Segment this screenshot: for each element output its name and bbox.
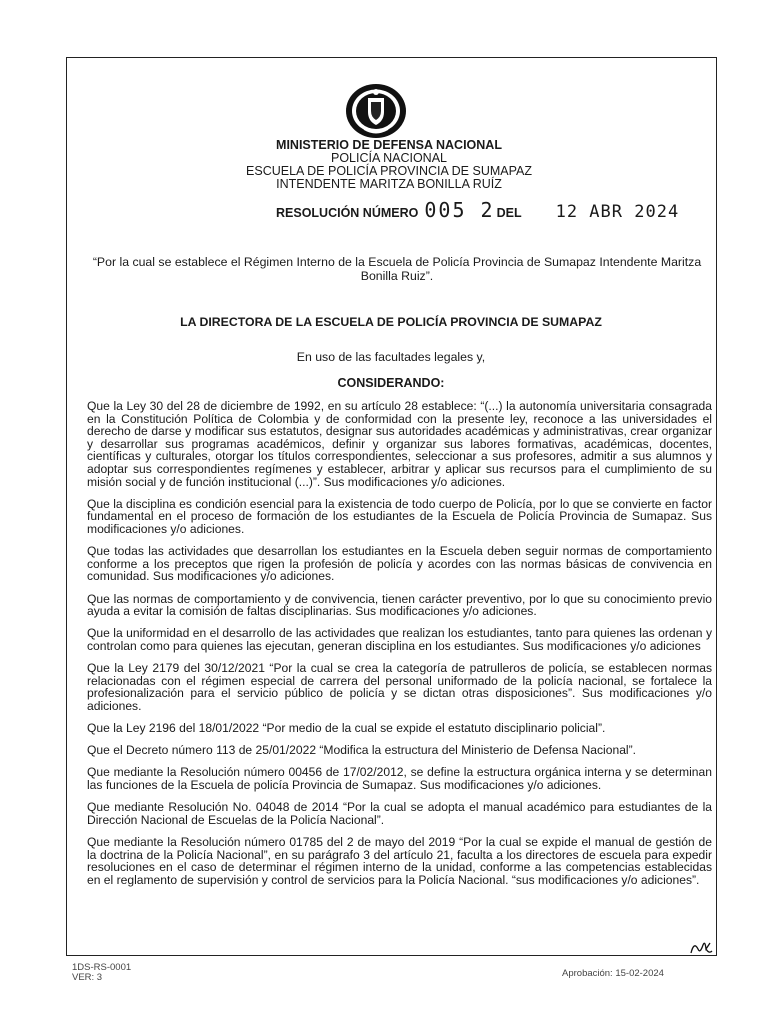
resolution-del: DEL: [496, 206, 522, 220]
considerations-body: [87, 400, 712, 896]
school-name: ESCUELA DE POLICÍA PROVINCIA DE SUMAPAZ: [246, 164, 532, 178]
police-seal-icon: [340, 80, 412, 144]
form-version: VER: 3: [72, 972, 103, 983]
police-name: POLICÍA NACIONAL: [330, 151, 447, 165]
paragraph: Que mediante Resolución No. 04048 de 2014 “Por la cual se adopta el manual académico para estudiantes de la Dirección Nacional de Escuelas de la Policía Nacional”.: [87, 800, 712, 827]
document-code: [72, 963, 131, 983]
approval-date: Aprobación: 15-02-2024: [562, 968, 664, 979]
resolution-purpose: “Por la cual se establece el Régimen Interno de la Escuela de Policía Provincia de Sumapaz Intendente Maritza Bonilla Ruiz”.: [92, 255, 702, 283]
considerando-heading: CONSIDERANDO:: [337, 376, 445, 390]
resolution-date-stamp: 12 ABR 2024: [555, 202, 680, 222]
paragraph: Que la uniformidad en el desarrollo de las actividades que realizan los estudiantes, tanto para quienes las ordenan y controlan como para quienes las ejecutan, generan disciplina en los estudiantes. Sus modificaciones y/o adiciones: [87, 626, 712, 653]
paragraph: Que mediante la Resolución número 01785 del 2 de mayo del 2019 “Por la cual se expide el manual de gestión de la doctrina de la Policía Nacional”, en su parágrafo 3 del artículo 21, faculta a los directores de escuela para expedir resoluciones en el caso de determinar el régimen interno de la unidad, conforme a las competencias establecidas en el reglamento de supervisión y control de servicios para la Policía Nacional. “sus modificaciones y/o adiciones”.: [87, 834, 712, 887]
issuer-title: LA DIRECTORA DE LA ESCUELA DE POLICÍA PROVINCIA DE SUMAPAZ: [180, 315, 602, 329]
paragraph: Que la disciplina es condición esencial para la existencia de todo cuerpo de Policía, por lo que se convierte en factor fundamental en el proceso de formación de los estudiantes de la Escuela de Policía Provincia de Sumapaz. Sus modificaciones y/o adiciones.: [87, 496, 712, 536]
paragraph: Que todas las actividades que desarrollan los estudiantes en la Escuela deben seguir normas de comportamiento conforme a los preceptos que rigen la profesión de policía y acordes con las normas básicas de convivencia en comunidad. Sus modificaciones y/o adiciones.: [87, 544, 712, 584]
legal-faculties-line: En uso de las facultades legales y,: [296, 350, 486, 364]
form-code: 1DS-RS-0001: [72, 962, 132, 973]
resolution-number: 005 2: [424, 198, 495, 222]
resolution-label: RESOLUCIÓN NÚMERO: [276, 206, 419, 220]
initials-signature-icon: [688, 937, 714, 959]
paragraph: Que las normas de comportamiento y de convivencia, tienen carácter preventivo, por lo que su conocimiento previo ayuda a evitar la comisión de faltas disciplinarias. Sus modificaciones y/o adiciones.: [87, 591, 712, 619]
resolution-line: [276, 198, 679, 222]
document-header: [200, 139, 578, 191]
paragraph: Que el Decreto número 113 de 25/01/2022 “Modifica la estructura del Ministerio de Defensa Nacional”.: [87, 743, 636, 758]
paragraph: Que la Ley 2179 del 30/12/2021 “Por la cual se crea la categoría de patrulleros de policía, se establecen normas relacionadas con el régimen especial de carrera del personal uniformado de la policía nacional, se fortalece la profesionalización para el servicio público de policía y se dictan otras disposiciones”. Sus modificaciones y/o adiciones.: [87, 661, 712, 713]
ministry-name: MINISTERIO DE DEFENSA NACIONAL: [276, 138, 502, 152]
school-namesake: INTENDENTE MARITZA BONILLA RUÍZ: [276, 177, 502, 191]
paragraph: Que mediante la Resolución número 00456 de 17/02/2012, se define la estructura orgánica interna y se determinan las funciones de la Escuela de policía Provincia de Sumapaz. Sus modificaciones y/o adiciones.: [87, 765, 712, 792]
paragraph: Que la Ley 2196 del 18/01/2022 “Por medio de la cual se expide el estatuto disciplinario policial”.: [87, 721, 606, 736]
paragraph: Que la Ley 30 del 28 de diciembre de 1992, en su artículo 28 establece: “(...) la autonomía universitaria consagrada en la Constitución Política de Colombia y de conformidad con la presente ley, reconoce a las universidades el derecho de darse y modificar sus estatutos, designar sus autoridades académicas y administrativas, crear organizar y desarrollar sus programas académicos, definir y organizar sus labores formativas, académicas, docentes, científicas y culturales, otorgar los títulos correspondientes, seleccionar a sus profesores, admitir a sus alumnos y adoptar sus correspondientes regímenes y establecer, arbitrar y aplicar sus recursos para el cumplimiento de su misión social y de función institucional (...)”. Sus modificaciones y/o adiciones.: [87, 399, 712, 489]
